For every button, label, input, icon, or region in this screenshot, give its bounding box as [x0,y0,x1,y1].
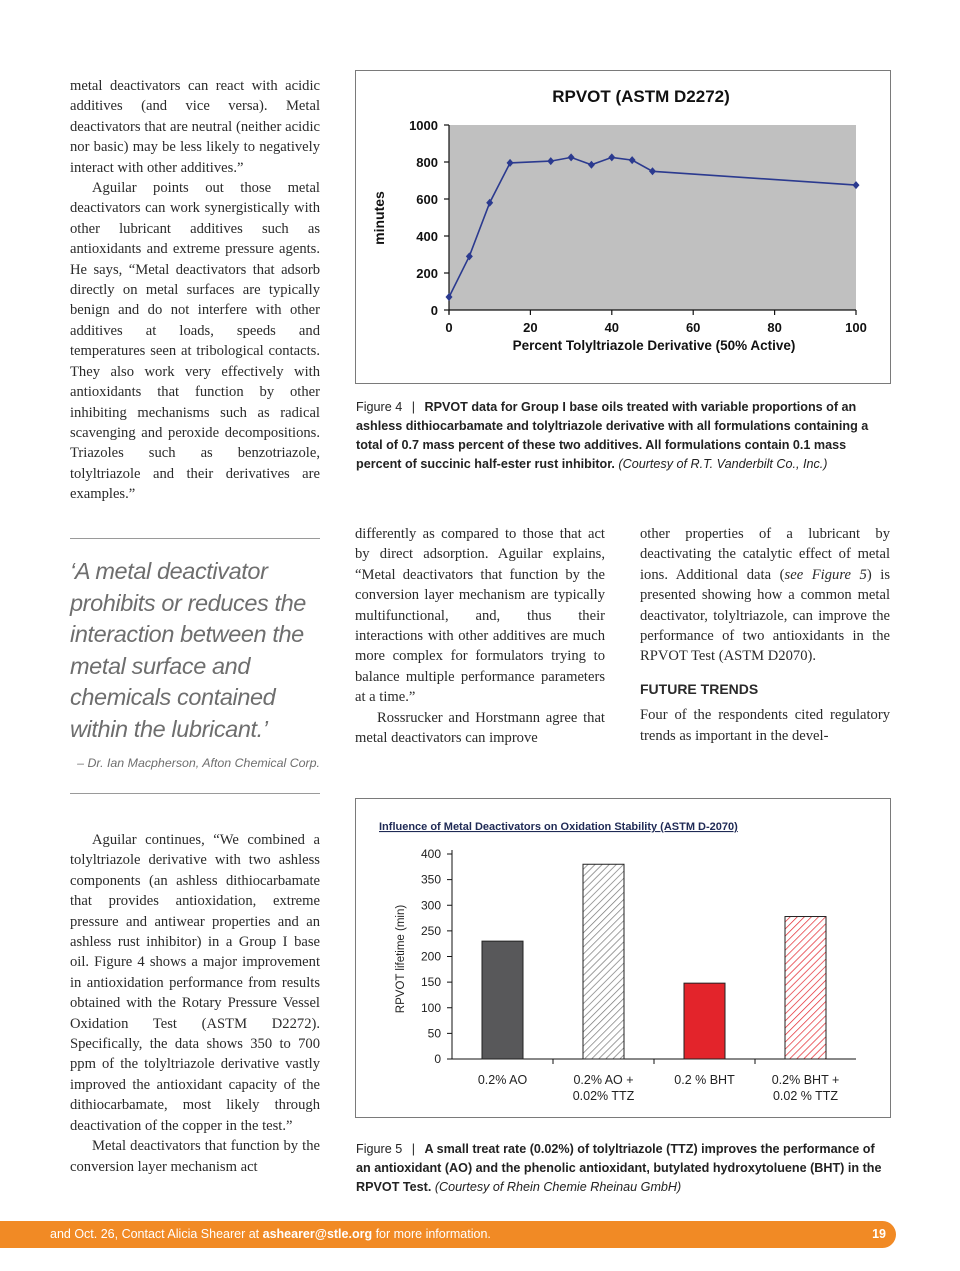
y-tick-label: 200 [416,266,438,281]
footer-text-run: and Oct. 26, Contact Alicia Shearer at [50,1227,263,1241]
x-tick-label: 0.02 % TTZ [772,1089,839,1103]
figure-5-caption [356,1140,890,1197]
x-tick-label: 100 [845,320,867,335]
bar [583,864,624,1059]
x-tick-label: 20 [523,320,538,335]
x-tick-label: 80 [767,320,782,335]
col2-mid-text [355,524,605,748]
paragraph: Metal deactivators that function by the conversion layer mechanism act [70,1138,320,1175]
caption-separator: | [411,1142,415,1156]
section-heading: FUTURE TRENDS [640,680,759,697]
bar [785,917,826,1059]
bar [482,941,523,1059]
paragraph: differently as compared to those that act by direct adsorption. Aguilar explains, “Metal deactivators that function by the conversion layer mechanism are typically multifunctional, and, thus their interactions with other additives are much more complex for formulators trying to balance multiple performance parameters at a time.” [355,526,605,706]
figure-label: Figure 4 [356,400,403,414]
y-tick-label: 400 [420,847,441,861]
pull-quote-attribution: – Dr. Ian Macpherson, Afton Chemical Corp. [77,756,320,770]
y-tick-label: 250 [420,923,441,938]
plot-area [449,125,856,310]
col1-bottom-text [70,830,320,1177]
col1-top-text [70,76,320,505]
y-tick-label: 100 [420,1000,441,1015]
y-tick-label: 1000 [409,118,438,133]
figure-label: Figure 5 [356,1142,403,1156]
paragraph: Rossrucker and Horstmann agree that metal deactivators can improve [355,709,605,747]
caption-text: RPVOT data for Group I base oils treated with variable proportions of an ashless dithiocarbamate and tolyltriazole derivative with all formulations containing a total of 0.7 mass percent of these two additives. All formulations contain 0.1 mass percent of succinic half-ester rust inhibitor. [356,400,869,471]
paragraph: metal deactivators can react with acidic additives (and vice versa). Metal deactivators that are neutral (neither acidic nor basic) may be less likely to negatively interact with other additives.” [70,78,320,176]
y-axis-label: minutes [371,191,387,245]
pull-quote: ‘A metal deactivator prohibits or reduces the interaction between the metal surface and chemicals contained within the lubricant.’ [70,558,306,742]
footer-email-link[interactable]: ashearer@stle.org [262,1227,373,1241]
text-run: ) is presented showing how a common metal deactivator, tolyltriazole, can improve the performance of two antioxidants in the RPVOT Test (ASTM D2070). [640,566,890,665]
chart-title: RPVOT (ASTM D2272) [552,87,730,106]
footer-text-run: for more information. [372,1227,491,1241]
x-axis-label: Percent Tolyltriazole Derivative (50% Active) [512,338,796,353]
x-tick-label: 0.2% AO [477,1073,528,1087]
chart-title: Influence of Metal Deactivators on Oxidation Stability (ASTM D-2070) [379,821,738,833]
caption-credit: (Courtesy of R.T. Vanderbilt Co., Inc.) [618,457,828,471]
y-tick-label: 200 [420,949,441,964]
x-tick-label: 0.02% TTZ [572,1089,635,1103]
paragraph: Aguilar points out those metal deactivators can work synergistically with other lubricant additives such as antioxidants and extreme pressure agents. He says, “Metal deactivators that adsorb directly on metal surfaces are typically benign and do not interfere with other additives at loads, speeds and temperatures seen at tribological contacts. They also work very effectively with antioxidants that function by other inhibiting mechanisms such as radical scavenging and peroxide decompositions. Triazoles such as benzotriazole, tolyltriazole and their derivatives are examples.” [70,180,320,503]
x-tick-label: 0 [445,320,453,335]
y-tick-label: 600 [416,192,438,207]
bar [684,983,725,1059]
x-tick-label: 0.2 % BHT [674,1073,735,1087]
y-tick-label: 800 [416,155,438,170]
x-tick-label: 40 [604,320,620,335]
figure-4-chart [355,70,891,384]
footer-text [50,1227,491,1241]
y-axis-label: RPVOT lifetime (min) [395,904,407,1014]
rpvot-bar-chart [356,799,890,1117]
y-tick-label: 0 [430,303,438,318]
figure-reference: see Figure 5 [784,566,867,583]
caption-separator: | [411,400,415,414]
paragraph: Aguilar continues, “We combined a tolyltriazole derivative with two ashless components (an ashless dithiocarbamate that provides antioxidation, extreme pressure and antiwear properties and an ashless rust inhibitor) in a Group I base oil. Figure 4 shows a major improvement in antioxidation performance from results obtained with the Rotary Pressure Vessel Oxidation Test (ASTM D2272). Specifically, the data shows 350 to 700 ppm of the tolyltriazole derivative vastly improved the antioxidant capacity of the dithiocarbamate, most likely through deactivation of the copper in the test.” [70,832,320,1134]
x-tick-label: 0.2% BHT + [771,1073,840,1087]
y-tick-label: 400 [416,229,438,244]
y-tick-label: 300 [420,898,441,913]
y-tick-label: 150 [420,975,441,990]
pullquote-top-rule [70,538,320,539]
pullquote-bottom-rule [70,793,320,794]
page-number: 19 [872,1227,886,1241]
y-tick-label: 50 [427,1026,441,1041]
rpvot-line-chart [356,71,890,383]
figure-5-chart [355,798,891,1118]
y-tick-label: 350 [420,872,441,887]
x-tick-label: 0.2% AO + [573,1073,634,1087]
col3-mid-text [640,524,890,746]
paragraph [640,524,890,667]
paragraph: Four of the respondents cited regulatory trends as important in the devel- [640,707,890,744]
figure-4-caption [356,398,890,474]
caption-text: A small treat rate (0.02%) of tolyltriazole (TTZ) improves the performance of an antioxidant (AO) and the phenolic antioxidant, butylated hydroxytoluene (BHT) in the RPVOT Test. [356,1142,882,1194]
footer-bar [0,1221,896,1248]
x-tick-label: 60 [685,320,701,335]
text-run: other properties of a lubricant by deactivating the catalytic effect of metal ions. Additional data ( [640,526,890,583]
y-tick-label: 0 [434,1052,441,1066]
caption-credit: (Courtesy of Rhein Chemie Rheinau GmbH) [434,1180,682,1194]
